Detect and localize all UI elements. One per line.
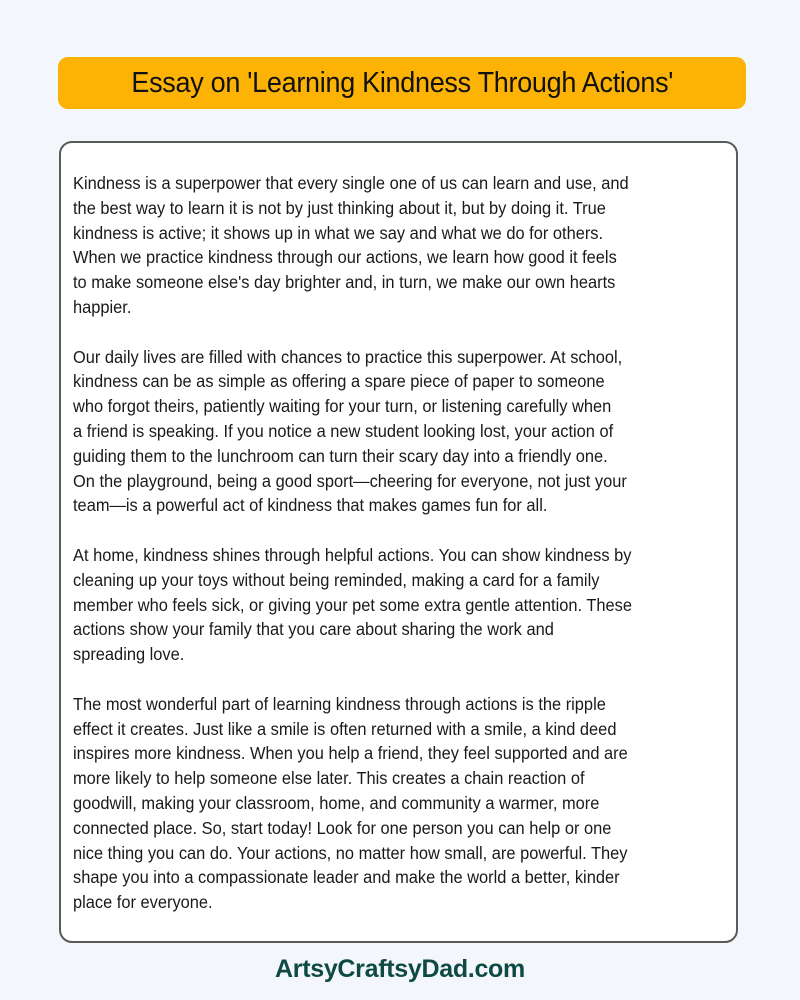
essay-paragraph-3 [73, 543, 741, 667]
text-line: nice thing you can do. Your actions, no matter how small, are powerful. They [73, 842, 628, 863]
text-line: cleaning up your toys without being reminded, making a card for a family [73, 569, 600, 590]
text-line: guiding them to the lunchroom can turn their scary day into a friendly one. [73, 445, 608, 466]
text-line: the best way to learn it is not by just thinking about it, but by doing it. True [73, 197, 606, 218]
text-line: spreading love. [73, 644, 185, 665]
text-line: connected place. So, start today! Look for one person you can help or one [73, 817, 612, 838]
essay-paragraph-1 [73, 171, 741, 320]
text-line: kindness can be as simple as offering a spare piece of paper to someone [73, 371, 605, 392]
text-line: Our daily lives are filled with chances to practice this superpower. At school, [73, 346, 623, 367]
site-watermark: ArtsyCraftsyDad.com [275, 955, 525, 983]
text-line: a friend is speaking. If you notice a new student looking lost, your action of [73, 420, 614, 441]
text-line: who forgot theirs, patiently waiting for your turn, or listening carefully when [73, 396, 612, 417]
page-title: Essay on 'Learning Kindness Through Actions' [131, 66, 673, 99]
text-line: When we practice kindness through our actions, we learn how good it feels [73, 247, 617, 268]
text-line: inspires more kindness. When you help a friend, they feel supported and are [73, 743, 628, 764]
text-line: goodwill, making your classroom, home, and community a warmer, more [73, 792, 600, 813]
text-line: team—is a powerful act of kindness that makes games fun for all. [73, 495, 548, 516]
text-line: The most wonderful part of learning kindness through actions is the ripple [73, 693, 606, 714]
essay-body [73, 171, 741, 940]
essay-paragraph-2 [73, 345, 741, 519]
essay-paragraph-4 [73, 692, 741, 915]
text-line: Kindness is a superpower that every single one of us can learn and use, and [73, 173, 629, 193]
text-line: place for everyone. [73, 892, 213, 913]
text-line: actions show your family that you care about sharing the work and [73, 619, 554, 640]
title-banner [58, 57, 746, 109]
text-line: more likely to help someone else later. This creates a chain reaction of [73, 768, 585, 789]
text-line: effect it creates. Just like a smile is often returned with a smile, a kind deed [73, 718, 617, 739]
text-line: At home, kindness shines through helpful actions. You can show kindness by [73, 544, 632, 565]
text-line: member who feels sick, or giving your pet some extra gentle attention. These [73, 594, 632, 615]
text-line: shape you into a compassionate leader and make the world a better, kinder [73, 867, 620, 888]
essay-card [59, 141, 738, 943]
text-line: happier. [73, 296, 132, 317]
text-line: kindness is active; it shows up in what we say and what we do for others. [73, 222, 604, 243]
text-line: to make someone else's day brighter and, in turn, we make our own hearts [73, 272, 616, 293]
text-line: On the playground, being a good sport—cheering for everyone, not just your [73, 470, 627, 491]
